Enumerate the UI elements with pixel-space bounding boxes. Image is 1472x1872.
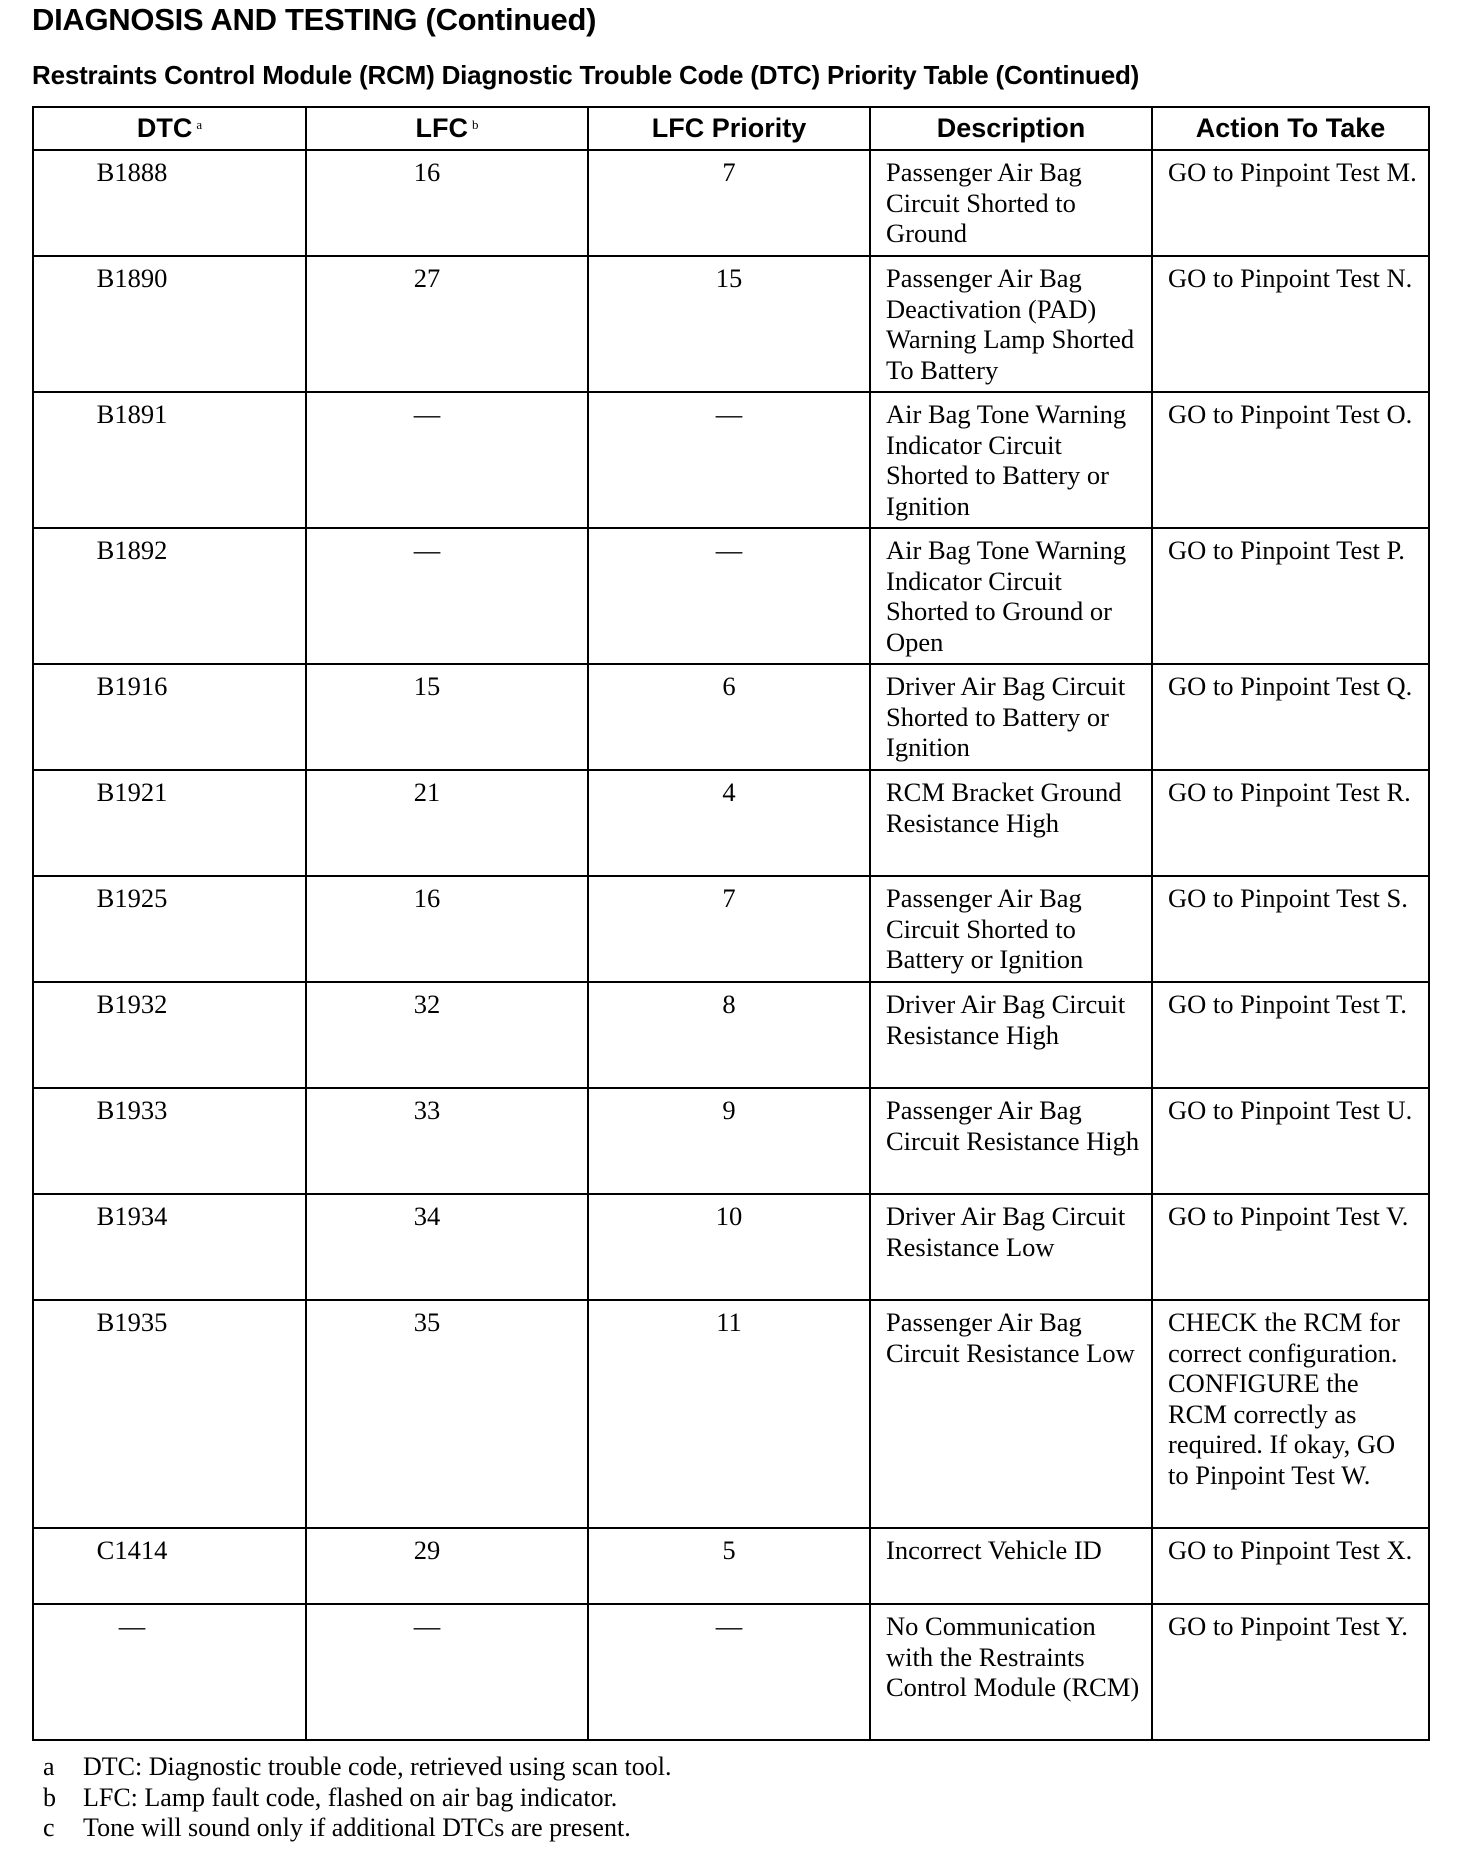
table-row — [33, 150, 1429, 256]
action-cell: CHECK the RCM for correct configuration. CONFIGURE the RCM correctly as required. If okay, GO to Pinpoint Test W. — [1152, 1300, 1429, 1528]
description-cell: Air Bag Tone Warning Indicator Circuit Shorted to Ground or Open — [870, 528, 1152, 664]
footnote-text: DTC: Diagnostic trouble code, retrieved using scan tool. — [83, 1752, 672, 1781]
action-cell: GO to Pinpoint Test Q. — [1152, 664, 1429, 770]
description-cell: Passenger Air Bag Circuit Shorted to Battery or Ignition — [870, 876, 1152, 982]
column-header-lfc-priority: LFC Priority — [588, 107, 870, 150]
lfc-priority-cell: — — [588, 528, 870, 664]
table-row — [33, 1194, 1429, 1300]
dtc-cell: B1916 — [33, 664, 306, 770]
lfc-priority-cell: 6 — [588, 664, 870, 770]
lfc-cell: 16 — [306, 876, 588, 982]
footnote — [43, 1752, 671, 1783]
table-row — [33, 1604, 1429, 1740]
dtc-cell: B1888 — [33, 150, 306, 256]
column-header-action: Action To Take — [1152, 107, 1429, 150]
table-row — [33, 664, 1429, 770]
lfc-priority-cell: 9 — [588, 1088, 870, 1194]
description-cell: Passenger Air Bag Circuit Resistance High — [870, 1088, 1152, 1194]
footnotes — [43, 1752, 671, 1844]
footnote-key: b — [43, 1782, 56, 1812]
action-cell: GO to Pinpoint Test V. — [1152, 1194, 1429, 1300]
dtc-priority-table — [32, 106, 1430, 1741]
action-cell: GO to Pinpoint Test N. — [1152, 256, 1429, 392]
lfc-priority-cell: 15 — [588, 256, 870, 392]
lfc-priority-cell: 11 — [588, 1300, 870, 1528]
description-cell: Passenger Air Bag Circuit Shorted to Ground — [870, 150, 1152, 256]
action-cell: GO to Pinpoint Test O. — [1152, 392, 1429, 528]
dtc-cell: B1935 — [33, 1300, 306, 1528]
lfc-cell: 33 — [306, 1088, 588, 1194]
lfc-cell: 29 — [306, 1528, 588, 1604]
description-cell: Driver Air Bag Circuit Resistance High — [870, 982, 1152, 1088]
lfc-priority-cell: 5 — [588, 1528, 870, 1604]
dtc-cell: B1921 — [33, 770, 306, 876]
footnote-text: Tone will sound only if additional DTCs are present. — [83, 1813, 631, 1842]
dtc-cell: B1933 — [33, 1088, 306, 1194]
action-cell: GO to Pinpoint Test M. — [1152, 150, 1429, 256]
dtc-cell: — — [33, 1604, 306, 1740]
action-cell: GO to Pinpoint Test P. — [1152, 528, 1429, 664]
description-cell: Passenger Air Bag Circuit Resistance Low — [870, 1300, 1152, 1528]
footnote-marker: b — [471, 117, 479, 132]
lfc-priority-cell: 4 — [588, 770, 870, 876]
table-row — [33, 256, 1429, 392]
lfc-cell: 34 — [306, 1194, 588, 1300]
lfc-cell: 21 — [306, 770, 588, 876]
table-row — [33, 770, 1429, 876]
footnote-marker: a — [196, 117, 203, 132]
action-cell: GO to Pinpoint Test U. — [1152, 1088, 1429, 1194]
column-header-lfc: LFC $^b$ — [306, 107, 588, 150]
table-row — [33, 982, 1429, 1088]
description-cell: Air Bag Tone Warning Indicator Circuit Shorted to Battery or Ignition — [870, 392, 1152, 528]
table-body — [33, 150, 1429, 1740]
footnote-key: c — [43, 1813, 55, 1842]
table-title: Restraints Control Module (RCM) Diagnostic Trouble Code (DTC) Priority Table (Continued) — [32, 60, 1140, 90]
table-row — [33, 1088, 1429, 1194]
dtc-cell: B1891 — [33, 392, 306, 528]
footnote-key: a — [43, 1752, 55, 1781]
lfc-priority-cell: 10 — [588, 1194, 870, 1300]
lfc-priority-cell: 8 — [588, 982, 870, 1088]
lfc-cell: 35 — [306, 1300, 588, 1528]
lfc-priority-cell: — — [588, 1604, 870, 1740]
dtc-cell: B1932 — [33, 982, 306, 1088]
dtc-cell: B1890 — [33, 256, 306, 392]
dtc-cell: B1934 — [33, 1194, 306, 1300]
action-cell: GO to Pinpoint Test X. — [1152, 1528, 1429, 1604]
dtc-cell: B1925 — [33, 876, 306, 982]
lfc-priority-cell: 7 — [588, 150, 870, 256]
action-cell: GO to Pinpoint Test T. — [1152, 982, 1429, 1088]
column-header-dtc: DTC $^a$ — [33, 107, 306, 150]
action-cell: GO to Pinpoint Test Y. — [1152, 1604, 1429, 1740]
footnote — [43, 1783, 671, 1814]
lfc-cell: 15 — [306, 664, 588, 770]
table-row — [33, 392, 1429, 528]
table-header-row — [33, 107, 1429, 150]
lfc-priority-cell: 7 — [588, 876, 870, 982]
lfc-cell: 32 — [306, 982, 588, 1088]
lfc-cell: — — [306, 1604, 588, 1740]
table-row — [33, 876, 1429, 982]
description-cell: Driver Air Bag Circuit Shorted to Battery or Ignition — [870, 664, 1152, 770]
table-row — [33, 1528, 1429, 1604]
lfc-cell: 16 — [306, 150, 588, 256]
description-cell: RCM Bracket Ground Resistance High — [870, 770, 1152, 876]
description-cell: Driver Air Bag Circuit Resistance Low — [870, 1194, 1152, 1300]
table-row — [33, 1300, 1429, 1528]
action-cell: GO to Pinpoint Test S. — [1152, 876, 1429, 982]
table-row — [33, 528, 1429, 664]
lfc-cell: — — [306, 528, 588, 664]
action-cell: GO to Pinpoint Test R. — [1152, 770, 1429, 876]
page-header: DIAGNOSIS AND TESTING (Continued) — [32, 2, 597, 37]
description-cell: No Communication with the Restraints Control Module (RCM) — [870, 1604, 1152, 1740]
column-header-description: Description — [870, 107, 1152, 150]
dtc-cell: C1414 — [33, 1528, 306, 1604]
description-cell: Incorrect Vehicle ID — [870, 1528, 1152, 1604]
footnote-text: LFC: Lamp fault code, flashed on air bag indicator. — [83, 1782, 618, 1812]
description-cell: Passenger Air Bag Deactivation (PAD) Warning Lamp Shorted To Battery — [870, 256, 1152, 392]
lfc-cell: — — [306, 392, 588, 528]
dtc-cell: B1892 — [33, 528, 306, 664]
lfc-cell: 27 — [306, 256, 588, 392]
footnote — [43, 1813, 671, 1844]
lfc-priority-cell: — — [588, 392, 870, 528]
